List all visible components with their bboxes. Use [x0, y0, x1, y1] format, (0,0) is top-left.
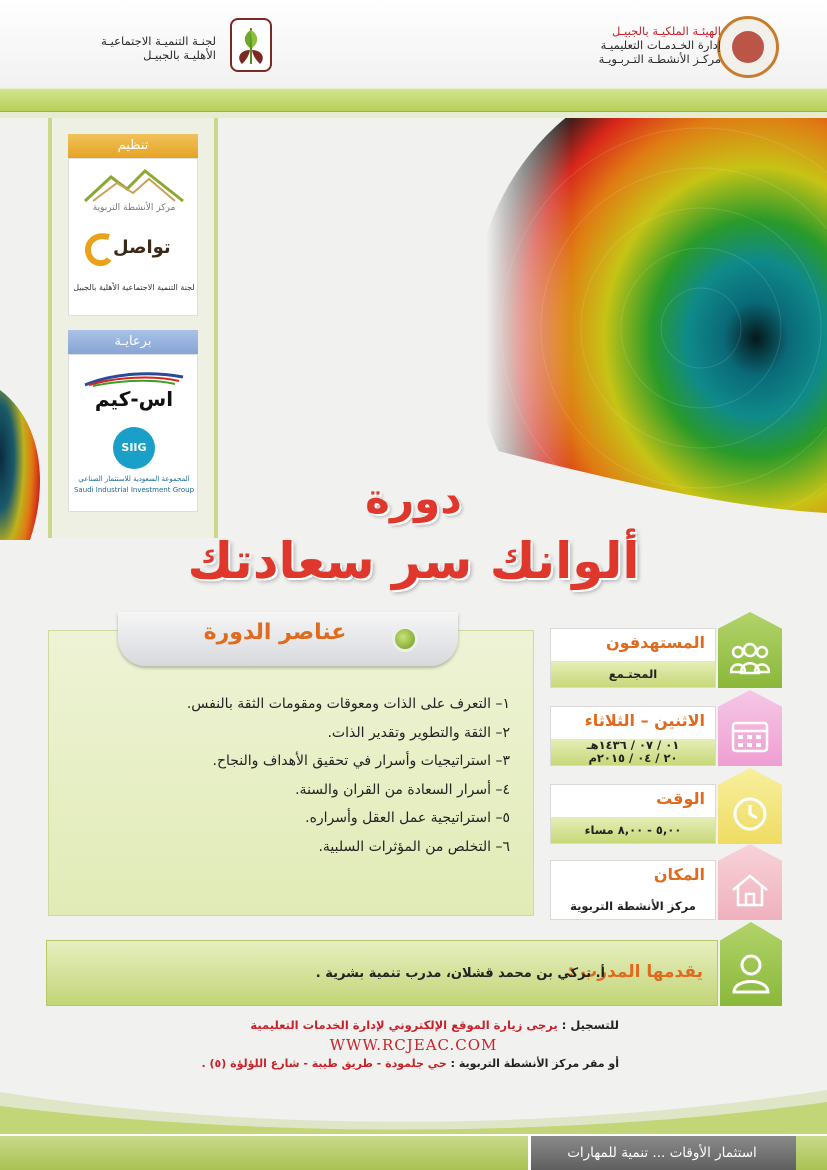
sp1-name: اس-كيم: [94, 387, 174, 411]
registration-alt-label: أو مقر مركز الأنشطة التربوية :: [450, 1057, 619, 1070]
date-values: [551, 739, 715, 765]
list-item: ٦– التخلص من المؤثرات السلبية.: [318, 838, 510, 855]
saudi-emblem-logo: [717, 16, 779, 78]
header-green-bar: [0, 88, 827, 112]
authority-line-3: مركـز الأنشطـة التـربـويـة: [598, 52, 721, 66]
place-value: مركز الأنشطة التربوية: [551, 893, 715, 919]
org2-caption: لجنة التنمية الاجتماعية الأهلية بالجبيل: [73, 283, 195, 292]
title-line-1: دورة: [365, 474, 462, 523]
slogan-text: استثمار الأوقات ... تنمية للمهارات: [567, 1145, 757, 1161]
list-item: ٤– أسرار السعادة من القران والسنة.: [295, 781, 510, 798]
organize-header: تنظيم: [68, 134, 198, 158]
sp2-caption-ar: المجموعة السعودية للاستثمار الصناعي: [78, 475, 190, 483]
time-label: الوقت: [656, 789, 705, 808]
title-line-2: ألوانك سر سعادتك: [187, 532, 640, 590]
org2-name: تواصل: [113, 237, 171, 258]
registration-alt-text: حي جلمودة - طريق طيبة - شارع اللؤلؤة (٥) .: [201, 1057, 447, 1070]
registration-text: يرجى زيارة الموقع الإلكتروني لإدارة الخدمات التعليمية: [250, 1018, 558, 1032]
siig-logo: SIIG: [113, 427, 155, 469]
date-label: الاثنين – الثلاثاء: [584, 711, 705, 730]
registration-label: للتسجيل :: [561, 1018, 619, 1032]
audience-value: المجتـمع: [551, 661, 715, 687]
list-item: ٣– استراتيجيات وأسرار في تحقيق الأهداف والنجاح.: [212, 753, 510, 769]
bottom-swoosh: [0, 1072, 827, 1134]
course-elements-list: [92, 690, 510, 861]
authority-line-1: الهيئـة الملكيـة بالجبيـل: [612, 24, 721, 38]
committee-line-2: الأهليـة بالجبيـل: [143, 48, 216, 62]
people-icon: [718, 612, 782, 688]
place-label: المكان: [653, 865, 705, 884]
activities-center-logo: [83, 167, 185, 205]
trainer-label: يقدمها المدرب :: [567, 962, 703, 982]
date-hijri: ٠١ / ٠٧ / ١٤٣٦هـ: [586, 738, 680, 752]
calendar-icon: [718, 690, 782, 766]
registration-line: [250, 1018, 619, 1032]
time-box: [550, 784, 782, 844]
organizers-box: [68, 158, 198, 316]
committee-leaf-logo: [230, 18, 272, 72]
course-elements-heading: عناصر الدورة: [203, 620, 347, 645]
committee-line-1: لجنـة التنميـة الاجتماعيـة: [101, 34, 216, 48]
colorful-flower-art: [486, 118, 827, 513]
home-icon: [718, 844, 782, 920]
tawasol-swirl-icon: [83, 231, 113, 267]
skem-stripes-icon: [83, 371, 185, 387]
person-icon: [720, 922, 782, 1006]
sponsor-header: برعايـة: [68, 330, 198, 354]
list-item: ٢– الثقة والتطوير وتقدير الذات.: [327, 724, 510, 741]
date-box: [550, 706, 782, 766]
place-box: [550, 860, 782, 920]
audience-label: المستهدفون: [606, 633, 705, 652]
clock-icon: [718, 768, 782, 844]
website-link[interactable]: WWW.RCJEAC.COM: [329, 1036, 498, 1054]
authority-line-2: إدارة الخـدمـات التعليميـة: [600, 38, 721, 52]
committee-text: [46, 34, 216, 62]
list-item: ١– التعرف على الذات ومعوقات ومقومات الثقة بالنفس.: [186, 696, 510, 712]
authority-text: [599, 24, 721, 66]
time-value: ٥,٠٠ - ٨,٠٠ مساء: [551, 817, 715, 843]
list-item: ٥– استراتيجية عمل العقل وأسراره.: [305, 810, 510, 826]
trainer-name: أ. تركي بن محمد قشلان، مدرب تنمية بشرية .: [315, 966, 605, 981]
sp2-caption-en: Saudi Industrial Investment Group: [73, 486, 195, 494]
date-gregorian: ٢٠ / ٠٤ / ٢٠١٥م: [588, 751, 678, 765]
audience-box: [550, 628, 782, 688]
org1-caption: مركز الأنشطة التربوية: [92, 203, 176, 213]
registration-alt-line: [201, 1057, 619, 1070]
